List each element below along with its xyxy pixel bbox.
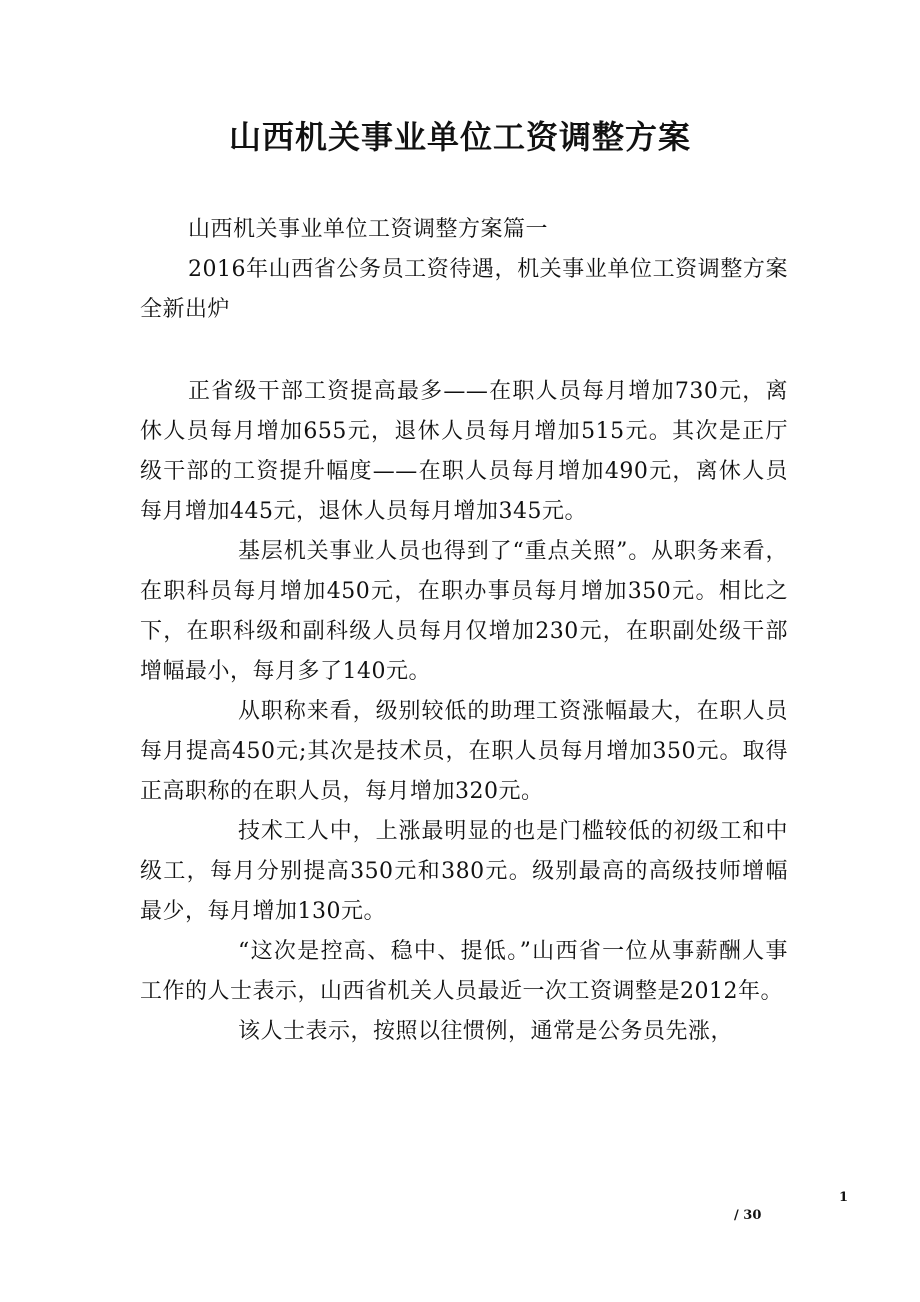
page-number: 1 bbox=[838, 1190, 848, 1205]
page-total: / 30 bbox=[734, 1208, 762, 1223]
body-paragraph: 从职称来看，级别较低的助理工资涨幅最大，在职人员每月提高450元;其次是技术员，在职人员每月增加350元。取得正高职称的在职人员，每月增加320元。 bbox=[140, 699, 788, 804]
subheading: 山西机关事业单位工资调整方案篇一 bbox=[188, 217, 549, 242]
lead-paragraph: 2016年山西省公务员工资待遇，机关事业单位工资调整方案全新出炉 bbox=[140, 257, 788, 322]
body-paragraph: 该人士表示，按照以往惯例，通常是公务员先涨， bbox=[238, 1019, 734, 1044]
paragraph-gap bbox=[140, 330, 788, 372]
document-body bbox=[140, 210, 788, 1052]
body-paragraph: “这次是控高、稳中、提低。”山西省一位从事薪酬人事工作的人士表示，山西省机关人员最近一次工资调整是2012年。 bbox=[140, 939, 788, 1004]
document-title: 山西机关事业单位工资调整方案 bbox=[228, 118, 691, 156]
body-paragraph: 正省级干部工资提高最多——在职人员每月增加730元，离休人员每月增加655元，退休人员每月增加515元。其次是正厅级干部的工资提升幅度——在职人员每月增加490元，离休人员每月增加445元，退休人员每月增加345元。 bbox=[140, 379, 788, 524]
body-paragraph: 技术工人中，上涨最明显的也是门槛较低的初级工和中级工，每月分别提高350元和380元。级别最高的高级技师增幅最少，每月增加130元。 bbox=[140, 819, 788, 924]
body-paragraph: 基层机关事业人员也得到了“重点关照”。从职务来看，在职科员每月增加450元，在职办事员每月增加350元。相比之下，在职科级和副科级人员每月仅增加230元，在职副处级干部增幅最小，每月多了140元。 bbox=[140, 539, 788, 684]
